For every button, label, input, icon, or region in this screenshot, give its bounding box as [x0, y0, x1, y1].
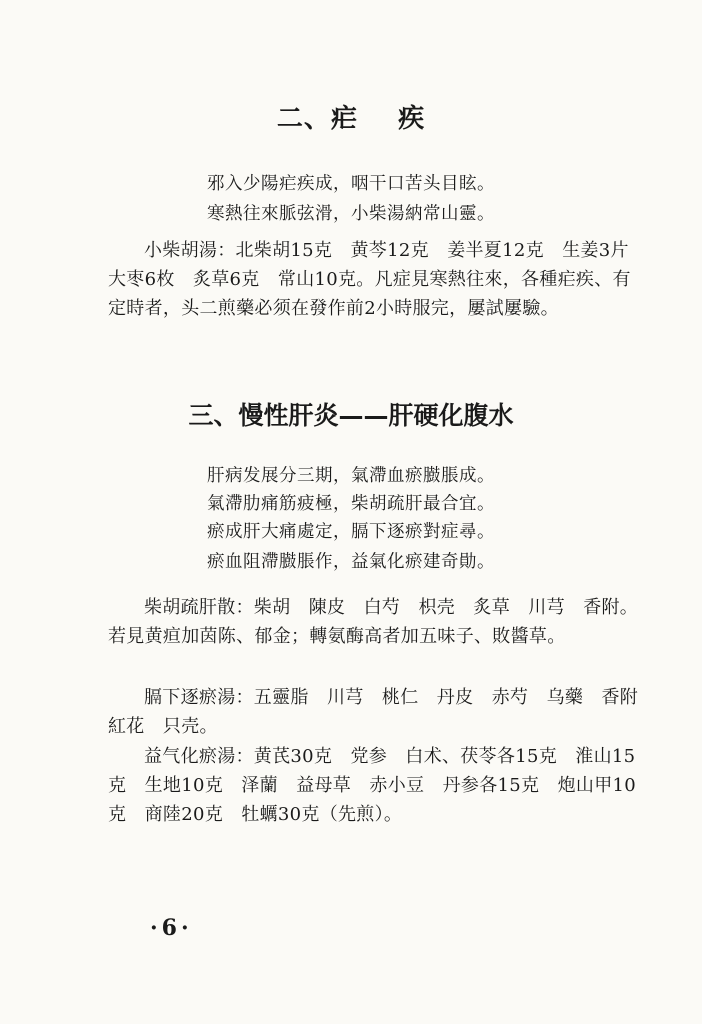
page-number: ·6·	[150, 915, 193, 941]
verse-line: 邪入少陽疟疾成，咽干口苦头目眩。	[207, 174, 495, 194]
formula-paragraph: 柴胡疏肝散：柴胡 陳皮 白芍 枳壳 炙草 川芎 香附。若見黄疸加茵陈、郁金；轉氨酶高者加五味子、敗醬草。	[108, 597, 639, 647]
formula-paragraph: 小柴胡湯：北柴胡15克 黄芩12克 姜半夏12克 生姜3片 大枣6枚 炙草6克 常山10克。凡症見寒熱往來，各種疟疾、有定時者，头二煎藥必须在發作前2小時服完，屢試屢驗。	[108, 240, 648, 319]
verse-line: 氣滯肋痛筋疲極，柴胡疏肝最合宜。	[207, 494, 495, 514]
formula-paragraph: 益气化瘀湯：黄芪30克 党参 白术、茯苓各15克 淮山15克 生地10克 泽蘭 益母草 赤小豆 丹参各15克 炮山甲10克 商陸20克 牡蠣30克（先煎）。	[108, 746, 637, 825]
verse-line: 瘀成肝大痛處定，膈下逐瘀對症尋。	[207, 522, 495, 542]
verse-line: 瘀血阻滯臌脹作，益氣化瘀建奇勛。	[207, 552, 495, 572]
verse-line: 寒熱往來脈弦滑，小柴湯納常山靈。	[207, 204, 495, 224]
formula-paragraph: 膈下逐瘀湯：五靈脂 川芎 桃仁 丹皮 赤芍 乌藥 香附 紅花 只壳。	[108, 687, 657, 737]
section-title-hepatitis: 三、慢性肝炎——肝硬化腹水	[188, 401, 514, 430]
verse-line: 肝病发展分三期，氣滯血瘀臌脹成。	[207, 466, 495, 486]
section-title-malaria: 二、疟 疾	[276, 104, 426, 134]
